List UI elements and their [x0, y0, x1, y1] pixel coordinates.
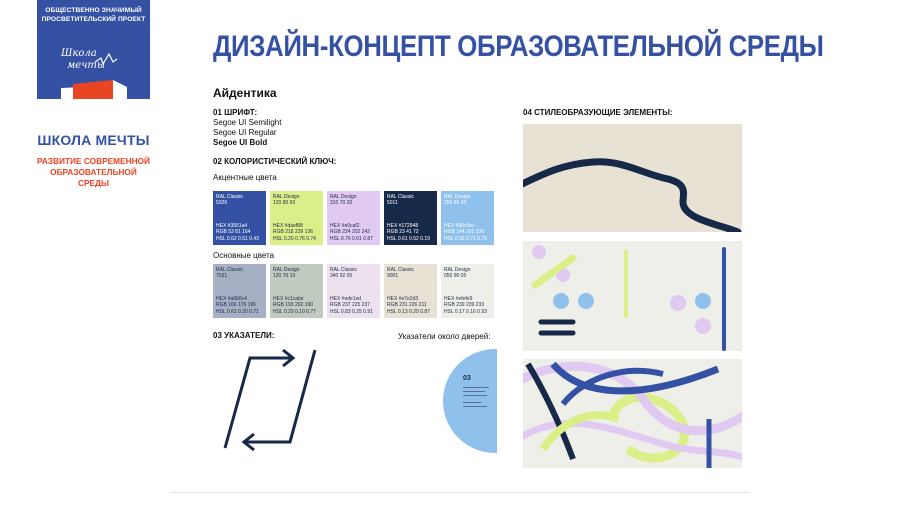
color-swatch	[327, 191, 380, 245]
swatch-ral-code: 310 70 20	[330, 200, 353, 206]
door-number: 03	[463, 375, 471, 382]
fonts-heading: 01 ШРИФТ:	[213, 108, 258, 117]
brand-subtitle-line1: РАЗВИТИЕ СОВРЕМЕННОЙ	[37, 156, 150, 166]
swatch-ral-code: 5011	[387, 200, 398, 206]
color-swatch	[384, 264, 437, 318]
swatch-hex: HEX #3551a4	[216, 223, 248, 229]
swatch-hsl: HSL 0.83 0.25 0.91	[330, 309, 373, 315]
swatch-hex: HEX #a6b0c4	[216, 296, 247, 302]
shapes-pattern-icon	[523, 241, 742, 351]
accent-colors-label: Акцентные цвета	[213, 173, 277, 182]
swatch-hex: HEX #daef88	[273, 223, 303, 229]
door-pointer-sign	[443, 349, 497, 453]
swatch-rgb: RGB 237 225 237	[330, 302, 371, 308]
brand-logo	[37, 0, 150, 192]
swatch-ral: RAL Design	[444, 194, 471, 200]
swatch-ral: RAL Classic	[216, 194, 244, 200]
pointers-heading: 03 УКАЗАТЕЛИ:	[213, 331, 275, 340]
swatch-ral-code: 250 80 20	[444, 200, 467, 206]
swatch-hex: HEX #e7e2d3	[387, 296, 419, 302]
swatch-ral-code: 120 80 50	[273, 200, 296, 206]
pointer-arrows-icon	[220, 348, 330, 452]
page-title: ДИЗАЙН-КОНЦЕПТ ОБРАЗОВАТЕЛЬНОЙ СРЕДЫ	[213, 30, 824, 63]
swatch-hex: HEX #e0caf2	[330, 223, 360, 229]
swatch-hex: HEX #90c0ec	[444, 223, 475, 229]
swatch-hsl: HSL 0.20 0.76 0.74	[273, 236, 316, 242]
swatch-hsl: HSL 0.61 0.52 0.19	[387, 236, 430, 242]
swatch-ral: RAL Design	[330, 194, 357, 200]
swatch-rgb: RGB 23 41 72	[387, 229, 419, 235]
color-swatch	[213, 264, 266, 318]
swatch-hex: HEX #172948	[387, 223, 419, 229]
font-item-regular: Segoe UI Regular	[213, 128, 277, 137]
swatch-hex: HEX #efefe9	[444, 296, 473, 302]
style-card-wave	[523, 124, 742, 232]
swatch-rgb: RGB 239 239 233	[444, 302, 485, 308]
swatch-ral-code: 050 90 05	[444, 273, 467, 279]
colors-heading: 02 КОЛОРИСТИЧЕСКИЙ КЛЮЧ:	[213, 157, 337, 166]
door-pointers-label: Указатели около дверей:	[398, 332, 491, 341]
swatch-hsl: HSL 0.29 0.10 0.77	[273, 309, 316, 315]
swatch-rgb: RGB 231 226 211	[387, 302, 427, 308]
color-swatch	[270, 264, 323, 318]
brand-tagline-line1: ОБЩЕСТВЕННО ЗНАЧИМЫЙ	[45, 7, 142, 14]
swatch-ral: RAL Design	[273, 194, 300, 200]
swatch-rgb: RGB 53 81 164	[216, 229, 251, 235]
swatch-hsl: HSL 0.62 0.51 0.43	[216, 236, 259, 242]
color-swatch	[441, 264, 494, 318]
swatch-ral: RAL Classic	[330, 267, 358, 273]
section-title: Айдентика	[213, 86, 277, 100]
swatch-rgb: RGB 224 202 242	[330, 229, 371, 235]
color-swatch	[327, 264, 380, 318]
color-swatch	[270, 191, 323, 245]
style-elements-heading: 04 СТИЛЕОБРАЗУЮЩИЕ ЭЛЕМЕНТЫ:	[523, 108, 673, 117]
swatch-rgb: RGB 166 176 196	[216, 302, 257, 308]
swatch-hsl: HSL 0.61 0.20 0.71	[216, 309, 259, 315]
swatch-rgb: RGB 218 239 136	[273, 229, 314, 235]
swatch-ral: RAL Classic	[216, 267, 244, 273]
swatch-hsl: HSL 0.56 0.71 0.75	[444, 236, 487, 242]
swatch-ral-code: 5026	[216, 200, 228, 206]
brand-subtitle	[37, 156, 150, 189]
swatch-ral-code: 9001	[387, 273, 399, 279]
swatch-rgb: RGB 144 201 236	[444, 229, 485, 235]
color-swatch	[213, 191, 266, 245]
style-card-lines	[523, 359, 742, 468]
lines-pattern-icon	[523, 359, 742, 468]
brand-tagline	[37, 6, 150, 24]
font-item-semilight: Segoe UI Semilight	[213, 118, 282, 127]
style-card-shapes	[523, 241, 742, 351]
footer-divider	[170, 492, 750, 493]
swatch-hex: HEX #c1cabe	[273, 296, 304, 302]
swatch-hsl: HSL 0.17 0.16 0.93	[444, 309, 487, 315]
swatch-hsl: HSL 0.13 0.29 0.87	[387, 309, 430, 315]
swatch-ral: RAL Classic	[387, 194, 415, 200]
swatch-ral-code: 340 92 05	[330, 273, 353, 279]
swatch-hsl: HSL 0.76 0.61 0.87	[330, 236, 373, 242]
swatch-ral-code: 7031	[216, 273, 228, 279]
school-building-icon	[37, 40, 150, 100]
color-swatch	[384, 191, 437, 245]
brand-script-line2: мечты	[67, 60, 106, 71]
brand-subtitle-line2: ОБРАЗОВАТЕЛЬНОЙ СРЕДЫ	[50, 167, 137, 188]
brand-tagline-line2: ПРОСВЕТИТЕЛЬСКИЙ ПРОЕКТ	[41, 16, 146, 23]
brand-script-line1: Школа	[61, 48, 97, 59]
brand-name: ШКОЛА МЕЧТЫ	[37, 132, 150, 148]
font-item-bold: Segoe UI Bold	[213, 138, 268, 147]
swatch-ral-code: 120 70 10	[273, 273, 296, 279]
swatch-rgb: RGB 193 202 190	[273, 302, 314, 308]
wave-pattern-icon	[523, 124, 742, 232]
swatch-ral: RAL Classic	[387, 267, 415, 273]
swatch-ral: RAL Design	[444, 267, 471, 273]
color-swatch	[441, 191, 494, 245]
main-colors-label: Основные цвета	[213, 251, 275, 260]
swatch-ral: RAL Design	[273, 267, 300, 273]
swatch-hex: HEX #ede1ed	[330, 296, 362, 302]
